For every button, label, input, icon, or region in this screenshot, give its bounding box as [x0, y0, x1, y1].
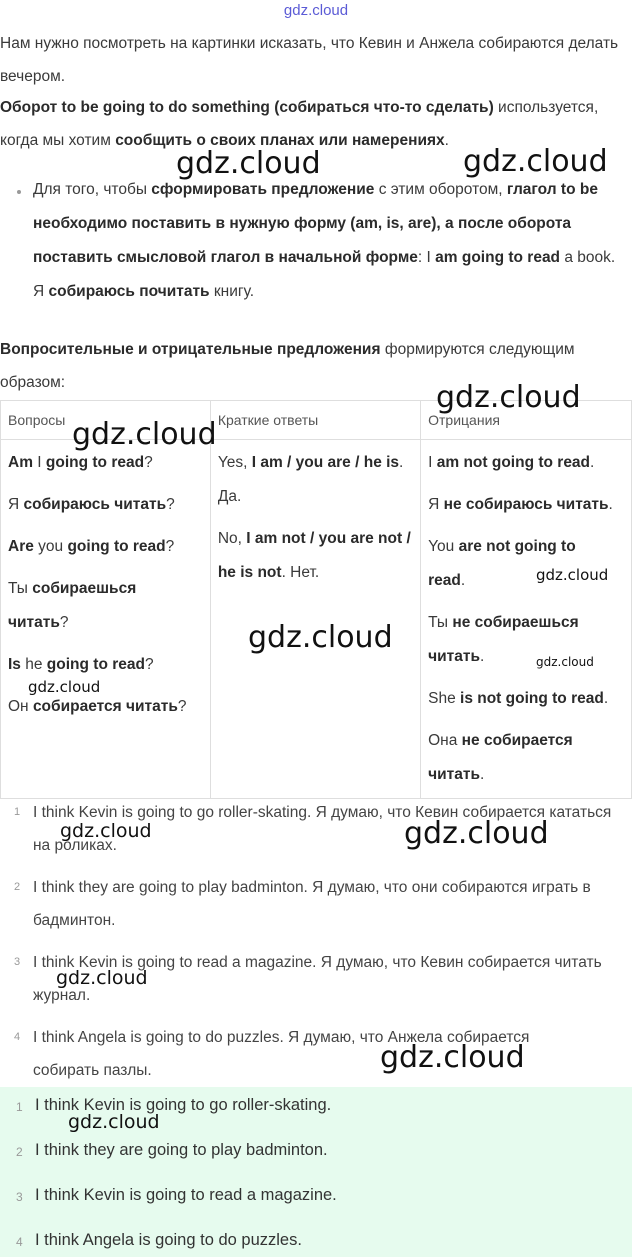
answer-text: I think Kevin is going to go roller-skating. — [35, 1096, 332, 1114]
bullet-bold: глагол to be необходимо поставить в нужную форму (am, is, are), а после оборота поставить смысловой глагол в начальной форме — [33, 181, 598, 266]
intro-text: Нам нужно посмотреть на картинки исказать, что Кевин и Анжела собираются делать вечером. — [0, 35, 619, 85]
header-short-answers: Краткие ответы — [210, 401, 420, 440]
rule-text: используется, когда мы хотим — [0, 99, 599, 149]
cell-bold: собирается читать — [32, 698, 178, 715]
cell-bold: Are — [8, 538, 34, 555]
cell-bold: are not going to read — [428, 538, 576, 589]
watermark: gdz.cloud — [68, 1111, 160, 1133]
cell-text: . — [479, 766, 485, 783]
cell-text: ? — [177, 698, 187, 715]
watermark: gdz.cloud — [436, 380, 581, 415]
answer-item — [0, 1141, 632, 1160]
watermark: gdz.cloud — [60, 820, 152, 842]
header-negations: Отрицания — [421, 401, 632, 440]
bullet-text: Для того, чтобы — [33, 181, 152, 198]
rule-end: . — [444, 132, 449, 149]
example-item — [0, 871, 632, 937]
intro-paragraph — [0, 27, 630, 93]
watermark: gdz.cloud — [28, 678, 101, 696]
cell-text: You — [428, 538, 459, 555]
cell-bold: am not going to read — [436, 454, 591, 471]
site-header-logo[interactable]: gdz.cloud — [283, 2, 349, 19]
answer-number: 3 — [16, 1190, 23, 1204]
cell-text: Я — [428, 496, 444, 513]
cell-text: ? — [144, 656, 154, 673]
cell-text: . — [460, 572, 466, 589]
questions-cell — [1, 440, 211, 799]
cell-text: . Нет. — [281, 564, 320, 581]
cell-bold: going to read — [46, 656, 145, 673]
example-item — [0, 1021, 632, 1087]
cell-text: Он — [8, 698, 33, 715]
cell-text: he — [20, 656, 47, 673]
cell-text: . — [603, 690, 609, 707]
rule-bold-2: сообщить о своих планах или намерениях — [115, 132, 445, 149]
cell-bold: не собираюсь читать — [443, 496, 609, 513]
answer-number: 1 — [16, 1100, 23, 1114]
cell-bold: Am — [8, 454, 33, 471]
example-text: I think Angela is going to do puzzles. Я думаю, что Анжела собирается собирать пазлы. — [33, 1029, 530, 1079]
bullet-paragraph — [33, 173, 623, 309]
cell-text: ? — [144, 454, 153, 471]
cell-bold: going to read — [45, 454, 145, 471]
cell-bold: собираешься читать — [8, 580, 137, 631]
cell-bold: Is — [8, 656, 21, 673]
watermark: gdz.cloud — [463, 144, 608, 179]
answer-number: 2 — [16, 1145, 23, 1159]
answer-text: I think they are going to play badminton. — [35, 1141, 328, 1159]
cell-text: No, — [217, 530, 247, 547]
cell-text: . — [590, 454, 595, 471]
watermark: gdz.cloud — [176, 146, 321, 181]
question-forms-bold: Вопросительные и отрицательные предложения — [0, 341, 381, 358]
cell-text: I — [428, 454, 437, 471]
answer-text: I think Angela is going to do puzzles. — [35, 1231, 302, 1249]
cell-bold: is not going to read — [460, 690, 604, 707]
watermark: gdz.cloud — [536, 566, 609, 584]
cell-text: She — [428, 690, 461, 707]
cell-text: Ты — [8, 580, 33, 597]
cell-text: you — [33, 538, 68, 555]
question-forms-text: формируются следующим образом: — [0, 341, 575, 391]
cell-text: Ты — [428, 614, 453, 631]
bullet-text: книгу. — [209, 283, 255, 300]
watermark: gdz.cloud — [248, 620, 393, 655]
cell-bold: I am / you are / he is — [251, 454, 400, 471]
example-number: 4 — [14, 1031, 21, 1043]
cell-text: ? — [59, 614, 69, 631]
cell-text: ? — [166, 496, 175, 513]
bullet-dot — [17, 190, 21, 194]
bullet-text: : I — [417, 249, 436, 266]
cell-bold: не собираешься читать — [428, 614, 579, 665]
cell-text: . — [608, 496, 613, 513]
cell-text: Yes, — [217, 454, 252, 471]
header-questions: Вопросы — [1, 401, 211, 440]
grammar-table — [0, 400, 632, 799]
watermark: gdz.cloud — [56, 967, 148, 989]
cell-text: . Да. — [217, 454, 404, 505]
example-text: I think Kevin is going to read a magazine. Я думаю, что Кевин собирается читать журнал. — [33, 954, 602, 1004]
rule-bold: Оборот to be going to do something (собираться что-то сделать) — [0, 99, 494, 116]
answer-number: 4 — [16, 1235, 23, 1249]
example-text: I think they are going to play badminton. Я думаю, что они собираются играть в бадминтон. — [33, 879, 591, 929]
bullet-bold: собираюсь почитать — [48, 283, 210, 300]
cell-text: I — [32, 454, 46, 471]
table-row — [1, 440, 632, 799]
answer-item — [0, 1186, 632, 1205]
cell-bold: собираюсь читать — [23, 496, 167, 513]
negations-cell — [421, 440, 632, 799]
bullet-bold: сформировать предложение — [151, 181, 375, 198]
bullet-text: a book. Я — [33, 249, 616, 300]
short-answers-cell — [210, 440, 420, 799]
cell-bold: не собирается читать — [428, 732, 573, 783]
watermark: gdz.cloud — [72, 417, 217, 452]
answer-item — [0, 1231, 632, 1250]
cell-text: ? — [165, 538, 175, 555]
cell-bold: going to read — [67, 538, 166, 555]
cell-text: Она — [428, 732, 462, 749]
example-number: 1 — [14, 806, 21, 818]
cell-bold: I am not / you are not / he is not — [217, 530, 411, 581]
bullet-bold: am going to read — [435, 249, 561, 266]
cell-text: . — [479, 648, 485, 665]
watermark: gdz.cloud — [536, 655, 594, 669]
answer-text: I think Kevin is going to read a magazine. — [35, 1186, 337, 1204]
example-number: 3 — [14, 956, 21, 968]
watermark: gdz.cloud — [404, 816, 549, 851]
watermark: gdz.cloud — [380, 1040, 525, 1075]
bullet-text: с этим оборотом, — [374, 181, 507, 198]
example-number: 2 — [14, 881, 21, 893]
example-text: I think Kevin is going to go roller-skating. Я думаю, что Кевин собирается кататься на роликах. — [33, 804, 612, 854]
cell-text: Я — [8, 496, 24, 513]
